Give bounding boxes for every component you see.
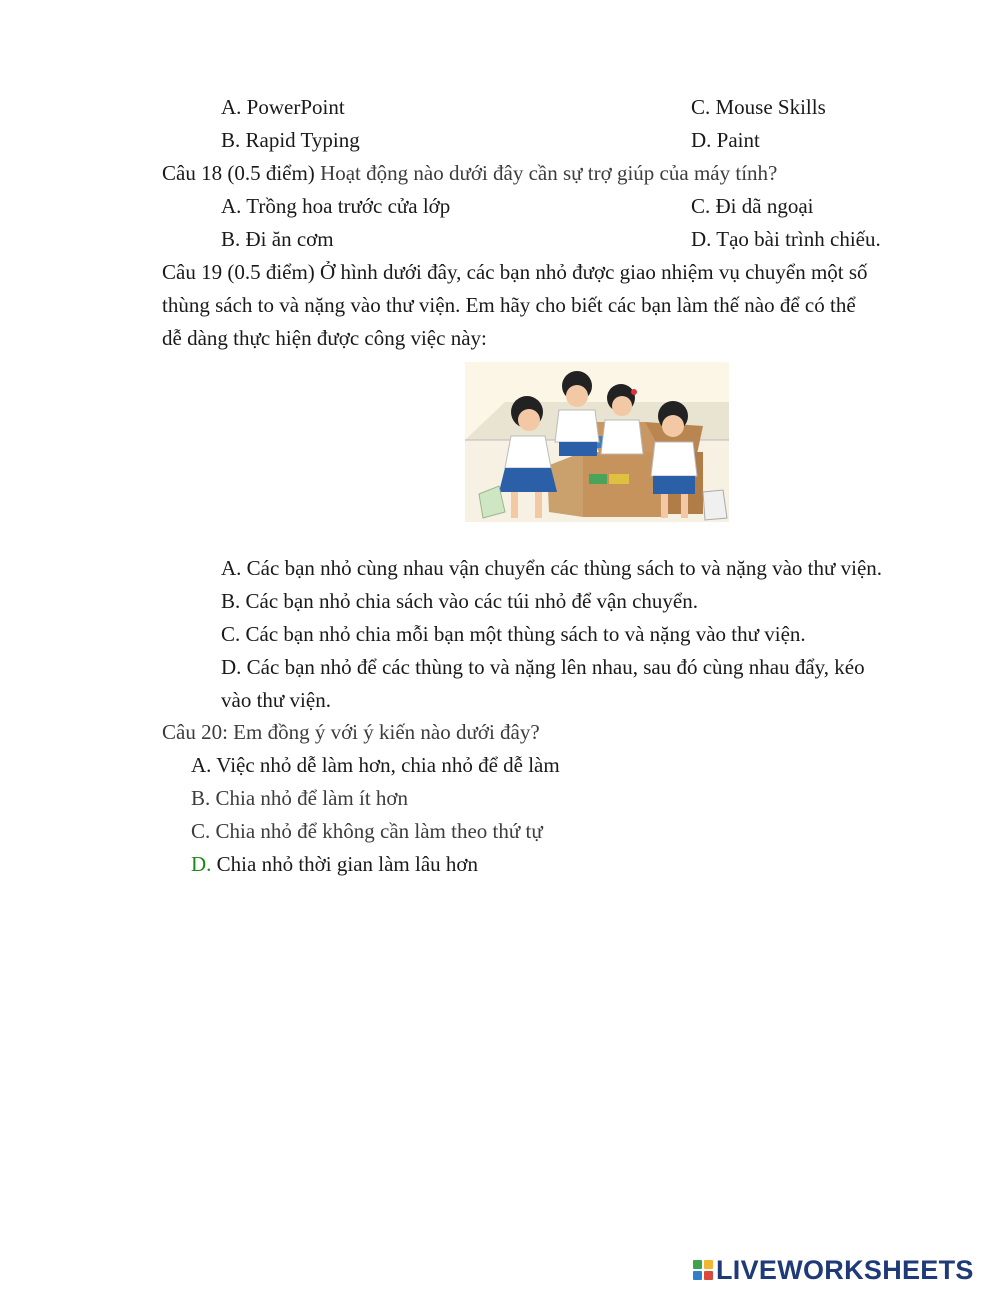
q18-option-b: B. Đi ăn cơm xyxy=(221,227,334,251)
liveworksheets-logo-text: LIVEWORKSHEETS xyxy=(716,1254,974,1285)
liveworksheets-logo[interactable] xyxy=(692,1252,974,1288)
q19-question-line-1: Câu 19 (0.5 điểm) Ở hình dưới đây, các bạn nhỏ được giao nhiệm vụ chuyển một số xyxy=(162,260,868,284)
q20-option-b[interactable] xyxy=(191,784,408,812)
q20-option-c-letter: C. xyxy=(191,819,211,843)
q20-option-c-text: Chia nhỏ để không cần làm theo thứ tự xyxy=(215,819,543,843)
liveworksheets-logo-icon xyxy=(692,1258,714,1282)
q18-question xyxy=(162,159,777,187)
q19-option-c: C. Các bạn nhỏ chia mỗi bạn một thùng sách to và nặng vào thư viện. xyxy=(221,622,806,646)
q19-option-d-line-2: vào thư viện. xyxy=(221,688,331,712)
q17-option-c: C. Mouse Skills xyxy=(691,95,826,119)
q18-label: Câu 18 (0.5 điểm) xyxy=(162,161,315,185)
q20-option-c[interactable] xyxy=(191,817,543,845)
q18-option-d: D. Tạo bài trình chiếu. xyxy=(691,227,881,251)
q20-option-a-text: Việc nhỏ dễ làm hơn, chia nhỏ để dễ làm xyxy=(216,753,560,777)
q18-option-c: C. Đi dã ngoại xyxy=(691,194,814,218)
q19-option-b: B. Các bạn nhỏ chia sách vào các túi nhỏ để vận chuyển. xyxy=(221,589,699,613)
q20-option-d-text: Chia nhỏ thời gian làm lâu hơn xyxy=(216,852,479,876)
q17-option-d: D. Paint xyxy=(691,128,760,152)
q19-option-a: A. Các bạn nhỏ cùng nhau vận chuyển các thùng sách to và nặng vào thư viện. xyxy=(221,556,883,580)
q20-option-d-letter: D. xyxy=(191,852,212,876)
q18-option-a: A. Trồng hoa trước cửa lớp xyxy=(221,194,451,218)
q20-option-a-letter: A. xyxy=(191,753,212,777)
q17-option-a: A. PowerPoint xyxy=(221,95,345,119)
q19-question-line-3: dễ dàng thực hiện được công việc này: xyxy=(162,326,487,350)
q19-question-line-2: thùng sách to và nặng vào thư viện. Em hãy cho biết các bạn làm thế nào để có thể xyxy=(162,293,856,317)
q20-option-d[interactable] xyxy=(191,850,478,878)
q20-question: Câu 20: Em đồng ý với ý kiến nào dưới đây? xyxy=(162,720,540,744)
q17-option-b: B. Rapid Typing xyxy=(221,128,360,152)
q19-option-d-line-1: D. Các bạn nhỏ để các thùng to và nặng lên nhau, sau đó cùng nhau đẩy, kéo xyxy=(221,655,865,679)
q18-text: Hoạt động nào dưới đây cần sự trợ giúp của máy tính? xyxy=(320,161,778,185)
q20-option-a[interactable] xyxy=(191,751,560,779)
children-carrying-boxes-illustration xyxy=(465,362,729,522)
q20-option-b-letter: B. xyxy=(191,786,211,810)
q20-option-b-text: Chia nhỏ để làm ít hơn xyxy=(215,786,409,810)
